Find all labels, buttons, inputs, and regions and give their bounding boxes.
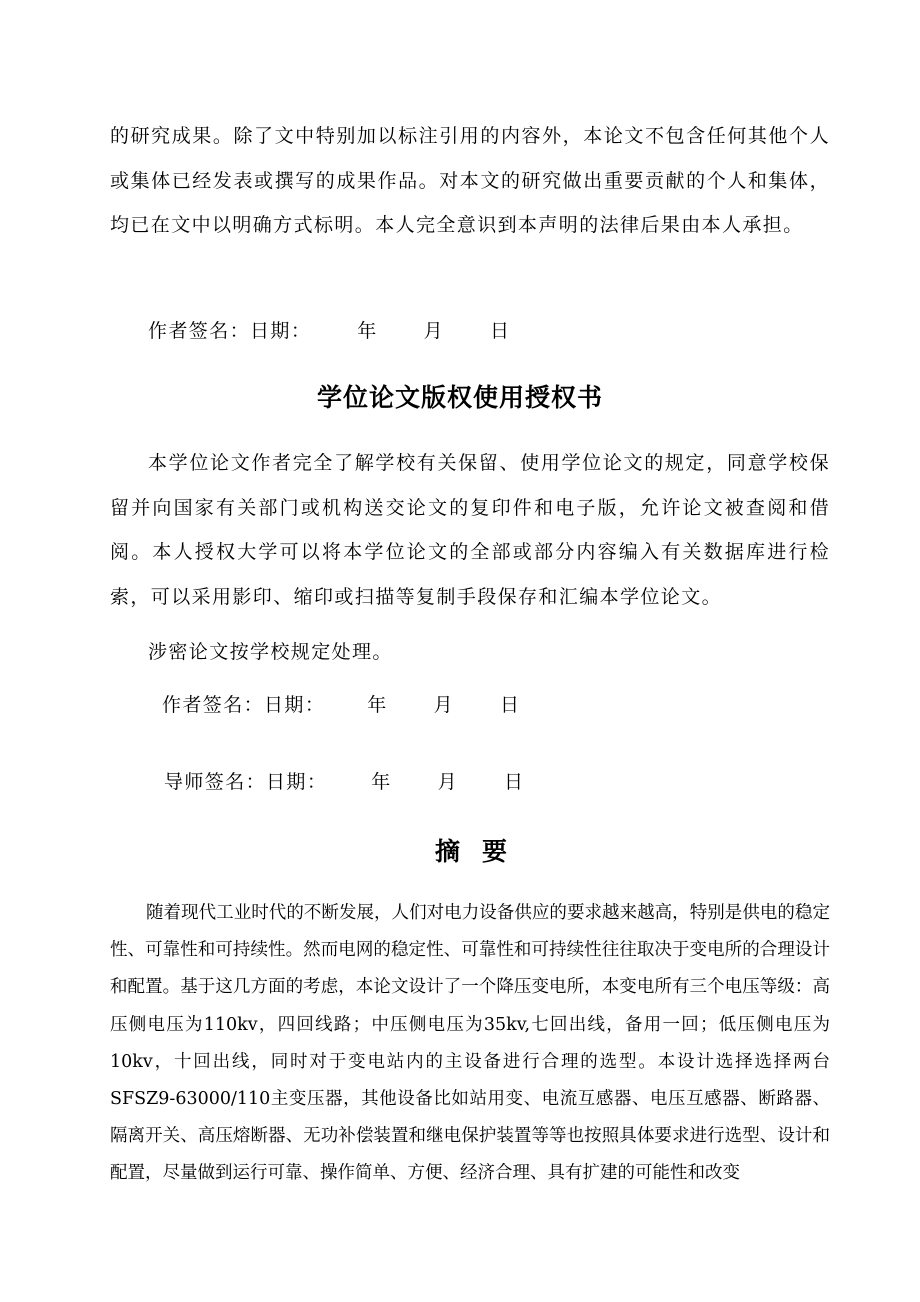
date-label: 日期：	[266, 771, 328, 793]
year-label: 年	[371, 771, 392, 793]
day-label: 日	[504, 771, 525, 793]
supervisor-signature-label: 导师签名：	[164, 771, 267, 793]
day-label: 日	[490, 320, 511, 342]
author-signature-label: 作者签名：	[162, 694, 265, 716]
year-label: 年	[357, 320, 378, 342]
date-label: 日期：	[250, 320, 312, 342]
secret-note: 涉密论文按学校规定处理。	[148, 641, 393, 663]
supervisor-signature-line	[164, 767, 524, 794]
author-signature-label: 作者签名：	[148, 320, 251, 342]
abstract-paragraph: 随着现代工业时代的不断发展，人们对电力设备供应的要求越来越高，特别是供电的稳定性、可靠性和可持续性。然而电网的稳定性、可靠性和可持续性往往取决于变电所的合理设计和配置。基于这几方面的考虑，本论文设计了一个降压变电所，本变电所有三个电压等级：高压侧电压为110kv，四回线路；中压侧电压为35kv,七回出线，备用一回；低压侧电压为10kv，十回出线，同时对于变电站内的主设备进行合理的选型。本设计选择选择两台SFSZ9-63000/110主变压器，其他设备比如站用变、电流互感器、电压互感器、断路器、隔离开关、高压熔断器、无功补偿装置和继电保护装置等等也按照具体要求进行选型、设计和配置，尽量做到运行可靠、操作简单、方便、经济合理、具有扩建的可能性和改变	[110, 903, 830, 1184]
abstract-title: 摘要	[434, 837, 529, 866]
copyright-paragraph: 本学位论文作者完全了解学校有关保留、使用学位论文的规定，同意学校保留并向国家有关部门或机构送交论文的复印件和电子版，允许论文被查阅和借阅。本人授权大学可以将本学位论文的全部或部分内容编入有关数据库进行检索，可以采用影印、缩印或扫描等复制手段保存和汇编本学位论文。	[110, 452, 830, 608]
month-label: 月	[437, 771, 459, 793]
date-label: 日期：	[264, 694, 326, 716]
month-label: 月	[433, 694, 455, 716]
copyright-title: 学位论文版权使用授权书	[316, 383, 603, 412]
declaration-signature-line	[148, 316, 510, 343]
declaration-paragraph: 的研究成果。除了文中特别加以标注引用的内容外，本论文不包含任何其他个人或集体已经发表或撰写的成果作品。对本文的研究做出重要贡献的个人和集体，均已在文中以明确方式标明。本人完全意识到本声明的法律后果由本人承担。	[110, 125, 830, 236]
year-label: 年	[367, 694, 388, 716]
day-label: 日	[500, 694, 521, 716]
copyright-author-signature-line	[162, 690, 520, 717]
month-label: 月	[423, 320, 445, 342]
